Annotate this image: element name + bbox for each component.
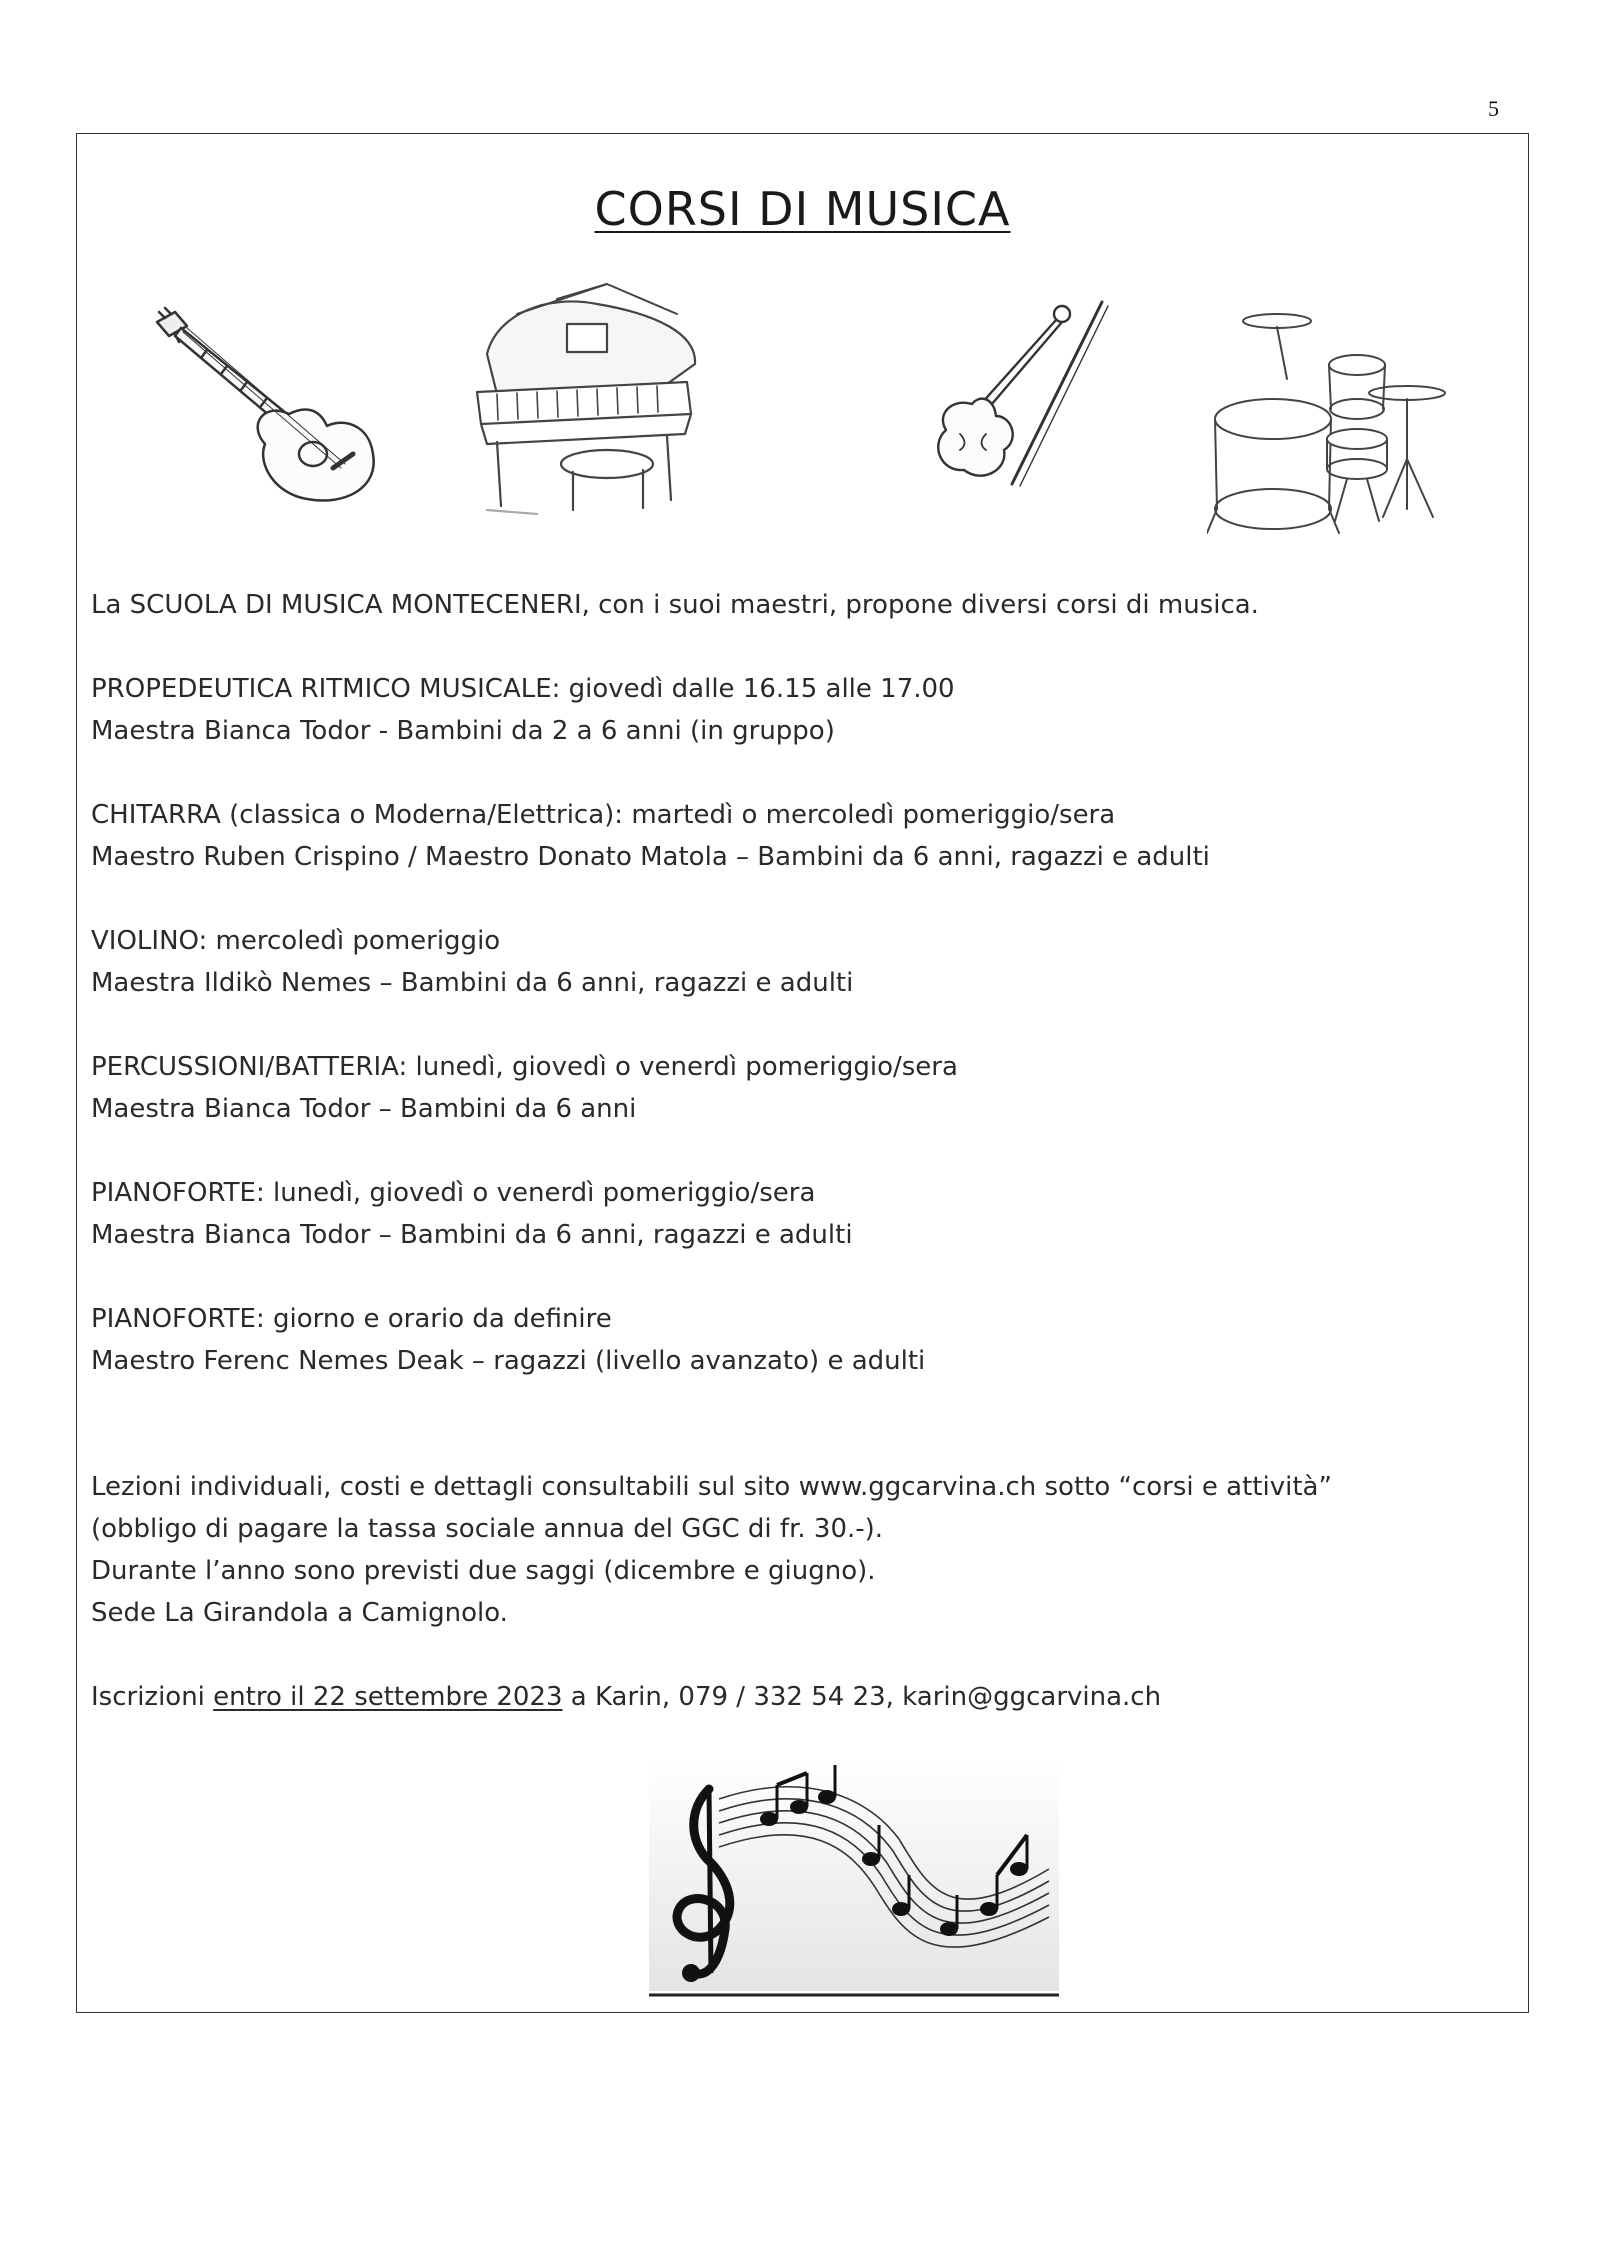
course-detail: Maestro Ruben Crispino / Maestro Donato Matola – Bambini da 6 anni, ragazzi e adulti — [91, 842, 1210, 872]
course-detail: Maestra Bianca Todor – Bambini da 6 anni, ragazzi e adulti — [91, 1220, 853, 1250]
course-detail: Maestro Ferenc Nemes Deak – ragazzi (livello avanzato) e adulti — [91, 1346, 926, 1376]
course-percussioni — [91, 1046, 1498, 1130]
page-title: CORSI DI MUSICA — [594, 182, 1011, 236]
course-pianoforte-1 — [91, 1172, 1498, 1256]
course-name: PERCUSSIONI/BATTERIA: lunedì, giovedì o venerdì pomeriggio/sera — [91, 1052, 958, 1082]
piano-icon — [457, 274, 727, 524]
music-notes-icon — [649, 1759, 1059, 1999]
course-name: VIOLINO: mercoledì pomeriggio — [91, 926, 501, 956]
course-pianoforte-2 — [91, 1298, 1498, 1382]
intro-text: La SCUOLA DI MUSICA MONTECENERI, con i suoi maestri, propone diversi corsi di musica. — [91, 590, 1259, 620]
enrollment-contact: a Karin, 079 / 332 54 23, karin@ggcarvina.ch — [562, 1682, 1162, 1712]
intro-paragraph — [91, 584, 1498, 626]
note-line: (obbligo di pagare la tassa sociale annua del GGC di fr. 30.-). — [91, 1514, 884, 1544]
course-detail: Maestra Ildikò Nemes – Bambini da 6 anni, ragazzi e adulti — [91, 968, 854, 998]
note-line: Lezioni individuali, costi e dettagli consultabili sul sito www.ggcarvina.ch sotto “corsi e attività” — [91, 1472, 1332, 1502]
note-line: Sede La Girandola a Camignolo. — [91, 1598, 508, 1628]
guitar-icon — [147, 304, 447, 524]
course-violino — [91, 920, 1498, 1004]
notes-paragraph — [91, 1466, 1498, 1634]
course-name: CHITARRA (classica o Moderna/Elettrica): martedì o mercoledì pomeriggio/sera — [91, 800, 1116, 830]
page-number: 5 — [1488, 96, 1499, 121]
course-name: PIANOFORTE: lunedì, giovedì o venerdì pomeriggio/sera — [91, 1178, 816, 1208]
course-detail: Maestra Bianca Todor - Bambini da 2 a 6 anni (in gruppo) — [91, 716, 835, 746]
content-frame — [76, 133, 1529, 2013]
enrollment-deadline: entro il 22 settembre 2023 — [213, 1682, 563, 1712]
drum-kit-icon — [1207, 309, 1487, 539]
course-detail: Maestra Bianca Todor – Bambini da 6 anni — [91, 1094, 637, 1124]
violin-icon — [912, 294, 1142, 494]
course-name: PROPEDEUTICA RITMICO MUSICALE: giovedì dalle 16.15 alle 17.00 — [91, 674, 955, 704]
note-line: Durante l’anno sono previsti due saggi (dicembre e giugno). — [91, 1556, 876, 1586]
enrollment-line — [91, 1676, 1498, 1718]
course-name: PIANOFORTE: giorno e orario da definire — [91, 1304, 612, 1334]
course-chitarra — [91, 794, 1498, 878]
body-text — [91, 584, 1498, 1744]
course-propedeutica — [91, 668, 1498, 752]
enrollment-prefix: Iscrizioni — [91, 1682, 214, 1712]
